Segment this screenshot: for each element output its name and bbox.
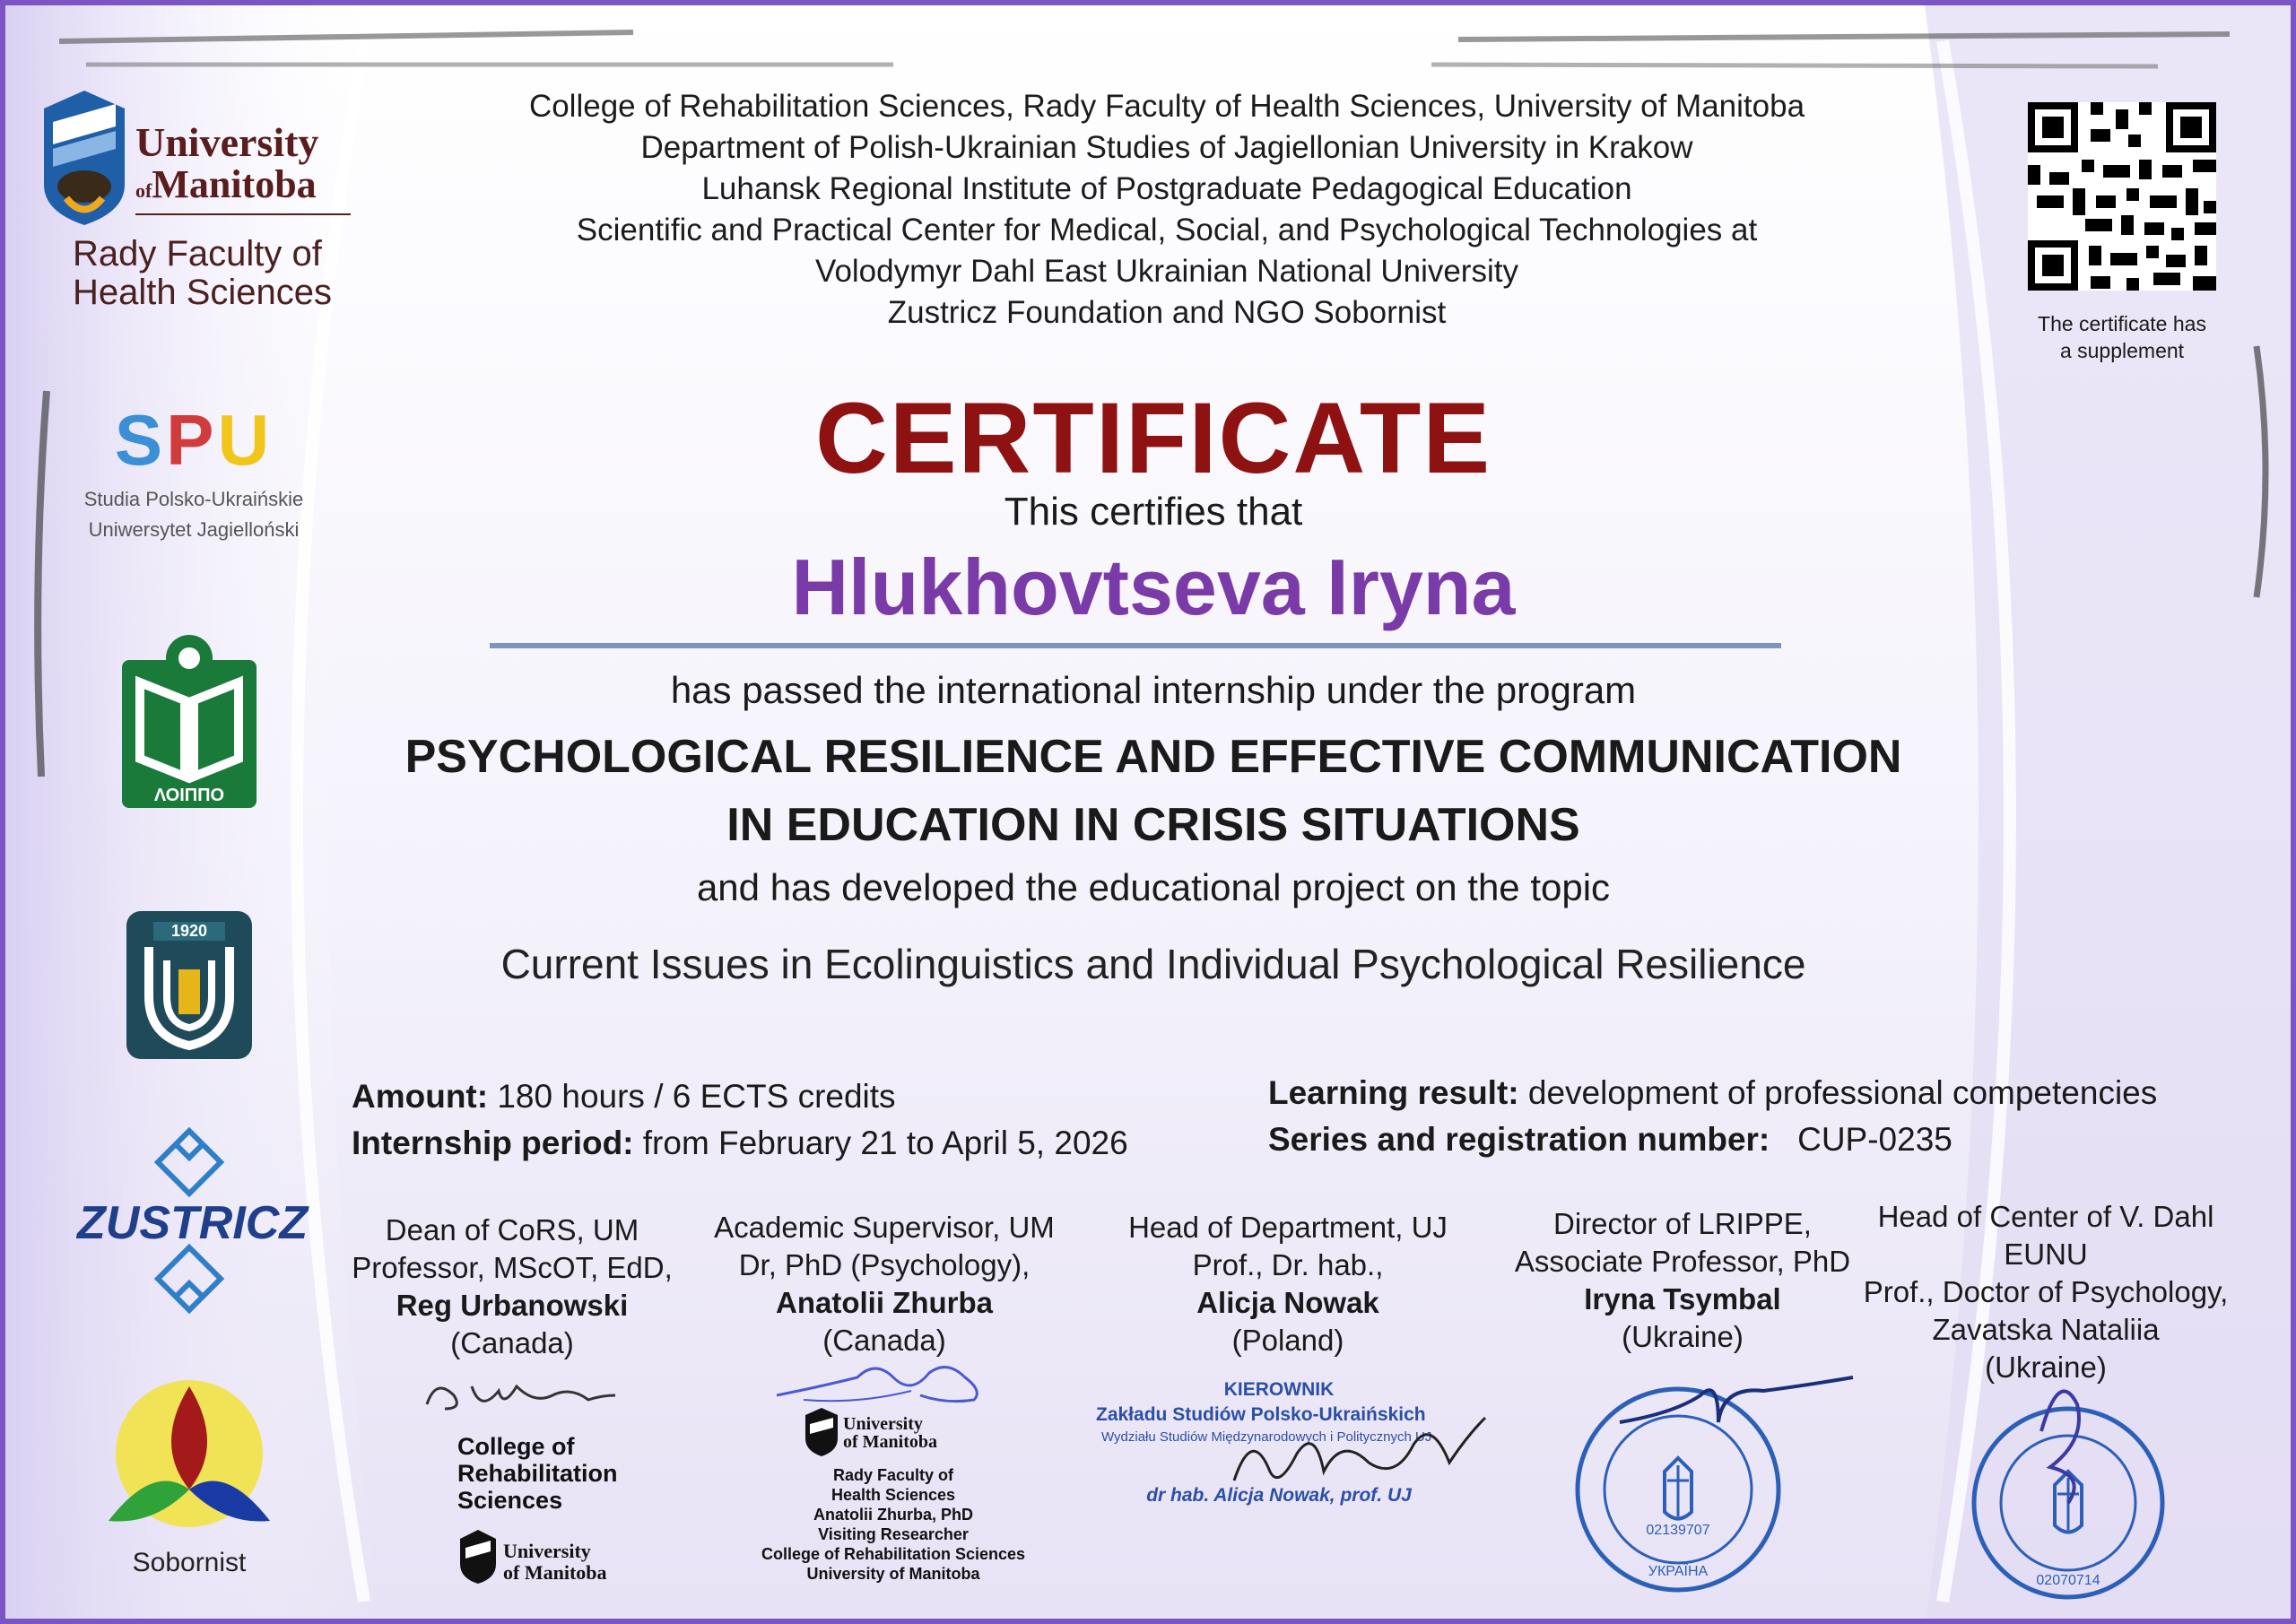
institution-line: College of Rehabilitation Sciences, Rady Faculty of Health Sciences, University of Manitoba: [528, 89, 1805, 124]
zhurba-line1: Rady Faculty of: [832, 1466, 954, 1484]
institution-line: Volodymyr Dahl East Ukrainian National University: [815, 254, 1518, 289]
amount-row: [352, 1078, 896, 1116]
signatory-position: Director of LRIPPE,: [1553, 1207, 1812, 1240]
series-label: Series and registration number:: [1268, 1121, 1770, 1158]
university-of-manitoba-logo: [32, 86, 355, 328]
signatory-degree: Prof., Dr. hab.,: [1192, 1248, 1384, 1281]
certificate-title: CERTIFICATE: [814, 382, 1492, 494]
signatory-name: Reg Urbanowski: [396, 1289, 629, 1322]
uj-stamp-line1: KIEROWNIK: [1223, 1379, 1335, 1400]
signatory-degree: Associate Professor, PhD: [1514, 1245, 1851, 1278]
project-topic: Current Issues in Ecolinguistics and Individual Psychological Resilience: [500, 941, 1806, 987]
zhurba-um-wordmark: [843, 1415, 937, 1451]
signatory-position: Academic Supervisor, UM: [714, 1211, 1055, 1244]
result-value: development of professional competencies: [1527, 1074, 2158, 1111]
zustricz-logo: [77, 1126, 309, 1315]
signature-zhurba: [768, 1350, 1001, 1422]
zhurba-line4: Visiting Researcher: [818, 1525, 969, 1543]
loippo-logo: [117, 633, 261, 812]
institution-line: Zustricz Foundation and NGO Sobornist: [887, 295, 1447, 330]
spu-mark: SPU: [114, 400, 274, 480]
signatory-nowak: [1109, 1209, 1467, 1359]
signatory-position: Head of Department, UJ: [1128, 1211, 1448, 1244]
um-small-line2: of Manitoba: [503, 1561, 607, 1584]
sobornist-logo: [91, 1373, 288, 1577]
cors-stamp-line2: Rehabilitation: [457, 1460, 618, 1487]
um-small-line2: of Manitoba: [843, 1432, 937, 1452]
signatory-country: (Canada): [822, 1324, 946, 1357]
um-small-line1: University: [503, 1540, 591, 1562]
period-value: from February 21 to April 5, 2026: [642, 1125, 1128, 1161]
signatory-position: Dean of CoRS, UM: [385, 1213, 639, 1246]
um-small-line1: University: [843, 1414, 923, 1434]
result-row: [1268, 1074, 2157, 1112]
developed-text: and has developed the educational project on the topic: [696, 866, 1611, 908]
zhurba-line5: College of Rehabilitation Sciences: [761, 1545, 1026, 1563]
bison-shield-icon: [39, 86, 129, 230]
signatory-name: Alicja Nowak: [1196, 1286, 1379, 1319]
qr-caption: [1987, 310, 2257, 364]
institution-line: Luhansk Regional Institute of Postgraduate Pedagogical Education: [701, 171, 1632, 206]
institutions-list: [508, 86, 1826, 334]
qr-caption-line1: The certificate has: [2038, 312, 2206, 335]
signatory-zhurba: [705, 1209, 1064, 1359]
result-label: Learning result:: [1268, 1074, 1519, 1111]
signatory-name: Zavatska Nataliia: [1932, 1313, 2160, 1346]
amount-value: 180 hours / 6 ECTS credits: [497, 1078, 896, 1115]
zhurba-stamp: [750, 1350, 1037, 1602]
cors-stamp-text: [457, 1433, 618, 1514]
series-row: [1268, 1121, 1952, 1159]
um-wordmark-manitoba: Manitoba: [152, 162, 317, 206]
spu-line1: Studia Polsko-Ukraińskie: [83, 488, 304, 510]
signatory-country: (Ukraine): [1622, 1320, 1744, 1353]
program-title-line2: IN EDUCATION IN CRISIS SITUATIONS: [726, 799, 1580, 851]
signature-urbanowski: [418, 1368, 651, 1422]
amount-label: Amount:: [352, 1078, 489, 1115]
zhurba-line6: University of Manitoba: [806, 1565, 980, 1583]
dahl-stamp: [1934, 1350, 2203, 1606]
signature-nowak: [1216, 1400, 1503, 1498]
recipient-name: Hlukhovtseva Iryna: [791, 543, 1516, 631]
loippo-label: ΛΟΙППО: [153, 786, 225, 805]
cors-stamp: [409, 1368, 669, 1602]
series-value: CUP-0235: [1797, 1121, 1952, 1158]
uj-stamp: [1091, 1368, 1503, 1512]
zhurba-stamp-text: [750, 1465, 1037, 1584]
signatory-degree: Prof., Doctor of Psychology,: [1863, 1275, 2229, 1308]
um-wordmark-of: of: [135, 179, 152, 202]
period-row: [352, 1125, 1128, 1162]
round-seal-icon: [1934, 1350, 2203, 1606]
eunu-year: 1920: [153, 922, 225, 941]
signatory-name: Anatolii Zhurba: [776, 1286, 993, 1319]
rady-line1: Rady Faculty of: [73, 234, 322, 274]
uj-stamp-line4: dr hab. Alicja Nowak, prof. UJ: [1146, 1485, 1412, 1506]
lrippe-stamp: [1566, 1359, 1880, 1602]
passed-text: has passed the international internship under the program: [670, 669, 1637, 711]
signatory-country: (Canada): [450, 1326, 574, 1359]
qr-code-icon: [2028, 102, 2216, 291]
uj-stamp-line2: Zakładu Studiów Polsko-Ukraińskich: [1096, 1404, 1426, 1425]
zhurba-line3: Anatolii Zhurba, PhD: [813, 1506, 973, 1524]
um-divider: [135, 213, 351, 215]
round-seal-icon: [1566, 1359, 1880, 1602]
um-wordmark-line1: University: [135, 119, 319, 165]
dahl-code: 02070714: [2036, 1573, 2100, 1588]
um-small-wordmark: [503, 1541, 607, 1584]
signatory-country: (Poland): [1231, 1324, 1344, 1357]
sobornist-label: Sobornist: [132, 1548, 247, 1577]
cors-stamp-line1: College of: [457, 1433, 575, 1460]
uj-stamp-line3: Wydziału Studiów Międzynarodowych i Politycznych UJ: [1101, 1429, 1432, 1445]
signatory-country: (Ukraine): [1985, 1350, 2107, 1384]
sobornist-triquetra-icon: [91, 1373, 288, 1543]
zhurba-line2: Health Sciences: [831, 1486, 956, 1504]
signatory-name: Iryna Tsymbal: [1584, 1282, 1781, 1316]
zustricz-wordmark: ZUSTRICZ: [77, 1197, 309, 1249]
qr-caption-line2: a supplement: [2059, 339, 2185, 362]
signatory-position: Head of Center of V. Dahl EUNU: [1877, 1200, 2214, 1271]
rady-line2: Health Sciences: [73, 273, 333, 312]
um-small-bison-icon: [458, 1528, 498, 1585]
spu-line2: Uniwersytet Jagielloński: [88, 518, 300, 541]
institution-line: Scientific and Practical Center for Medical, Social, and Psychological Technologies at: [576, 213, 1758, 248]
um-wordmark-line2: [135, 161, 317, 207]
period-label: Internship period:: [352, 1125, 634, 1161]
signatory-urbanowski: [351, 1211, 674, 1362]
institution-line: Department of Polish-Ukrainian Studies of Jagiellonian University in Krakow: [640, 130, 1693, 165]
lrippe-country: УКРАЇНА: [1648, 1564, 1709, 1579]
um-small-bison-icon: [804, 1406, 839, 1458]
signatory-degree: Dr, PhD (Psychology),: [738, 1248, 1031, 1281]
signatory-tsymbal: [1503, 1205, 1862, 1356]
certifies-text: This certifies that: [1004, 490, 1303, 534]
signatory-degree: Professor, MScOT, EdD,: [352, 1251, 673, 1284]
lrippe-code: 02139707: [1646, 1523, 1710, 1538]
program-title-line1: PSYCHOLOGICAL RESILIENCE AND EFFECTIVE COMMUNICATION: [404, 731, 1902, 783]
cors-stamp-line3: Sciences: [457, 1487, 563, 1514]
